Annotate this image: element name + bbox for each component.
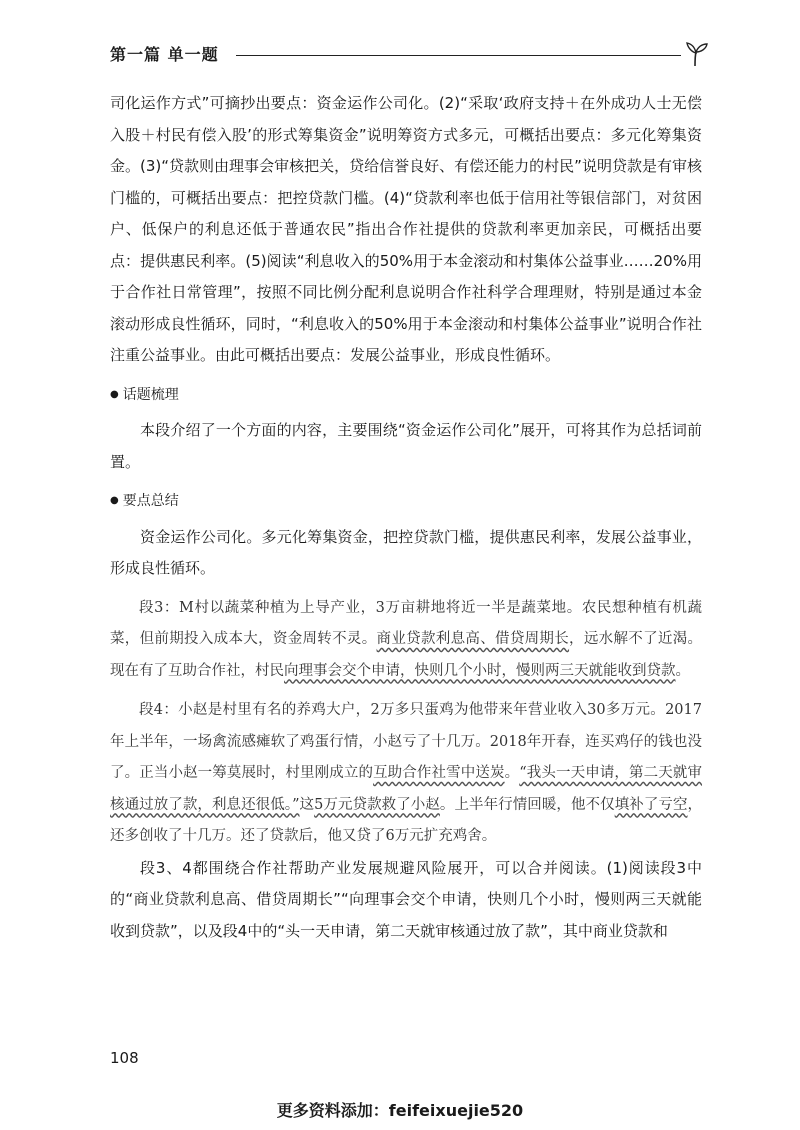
bullet-heading-topic: ● 话题梳理 bbox=[110, 386, 179, 403]
body-text bbox=[110, 88, 702, 947]
underlined-phrase: “我头一天申请，第二天就审核通过放了款，利息还很低。” bbox=[110, 765, 703, 813]
case-paragraph-4: 段4：小赵是村里有名的养鸡大户，2万多只蛋鸡为他带来年营业收入30多万元。2017年上半年，一场禽流感瘫软了鸡蛋行情，小赵亏了十几万。2018年开春，连买鸡仔的钱也没了。正当小赵一筹莫展时，村里刚成立的互助合作社雪中送炭。“我头一天申请，第二天就审核通过放了款，利息还很低。”这5万元贷款救了小赵。上半年行情回暖，他不仅填补了亏空，还多创收了十几万。还了贷款后，他又贷了6万元扩充鸡舍。 bbox=[110, 702, 703, 844]
underlined-phrase: 5万元贷款救了小赵 bbox=[314, 796, 440, 813]
chapter-title: 第一篇 单一题 bbox=[110, 45, 219, 64]
bullet-icon: ● bbox=[110, 388, 119, 400]
underlined-phrase: 互助合作社雪中送炭 bbox=[373, 765, 505, 781]
bullet-icon: ● bbox=[110, 495, 119, 506]
underlined-phrase: 向理事会交个申请，快则几个小时，慢则两三天就能收到贷款 bbox=[284, 662, 676, 679]
page-header bbox=[110, 40, 710, 70]
underlined-phrase: 商业贷款利息高、借贷周期长 bbox=[376, 631, 570, 647]
sprout-icon bbox=[682, 40, 710, 68]
header-rule bbox=[236, 55, 681, 56]
topic-paragraph: 本段介绍了一个方面的内容，主要围绕“资金运作公司化”展开，可将其作为总括词前置。 bbox=[110, 421, 702, 471]
case-paragraph-3: 段3：M村以蔬菜种植为上导产业，3万亩耕地将近一半是蔬菜地。农民想种植有机蔬菜，但前期投入成本大，资金周转不灵。商业贷款利息高、借贷周期长，远水解不了近渴。现在有了互助合作社，村民向理事会交个申请，快则几个小时，慢则两三天就能收到贷款。 bbox=[110, 599, 703, 679]
merge-reading-paragraph: 段3、4都围绕合作社帮助产业发展规避风险展开，可以合并阅读。(1)阅读段3中的“商业贷款利息高、借贷周期长”“向理事会交个申请，快则几个小时，慢则两三天就能收到贷款”，以及段4中的“头一天申请，第二天就审核通过放了款”，其中商业贷款和 bbox=[110, 858, 702, 940]
bullet-heading-summary: ● 要点总结 bbox=[110, 493, 179, 509]
summary-paragraph: 资金运作公司化。多元化筹集资金，把控贷款门槛，提供惠民利率，发展公益事业，形成良性循环。 bbox=[110, 527, 702, 577]
analysis-paragraph: 司化运作方式”可摘抄出要点：资金运作公司化。(2)“采取‘政府支持＋在外成功人士无偿入股＋村民有偿入股’的形式筹集资金”说明筹资方式多元，可概括出要点：多元化筹集资金。(3)“贷款则由理事会审核把关，贷给信誉良好、有偿还能力的村民”说明贷款是有审核门槛的，可概括出要点：把控贷款门槛。(4)“贷款利率也低于信用社等银信部门，对贫困户、低保户的利息还低于普通农民”指出合作社提供的贷款利率更加亲民，可概括出要点：提供惠民利率。(5)阅读“利息收入的50%用于本金滚动和村集体公益事业……20%用于合作社日常管理”，按照不同比例分配利息说明合作社科学合理理财，特别是通过本金滚动形成良性循环，同时，“利息收入的50%用于本金滚动和村集体公益事业”说明合作社注重公益事业。由此可概括出要点：发展公益事业，形成良性循环。 bbox=[110, 94, 702, 364]
underlined-phrase: 填补了亏空 bbox=[614, 796, 688, 813]
footer-note: 更多资料添加：feifeixuejie520 bbox=[276, 1101, 524, 1120]
page-number: 108 bbox=[110, 1049, 139, 1067]
